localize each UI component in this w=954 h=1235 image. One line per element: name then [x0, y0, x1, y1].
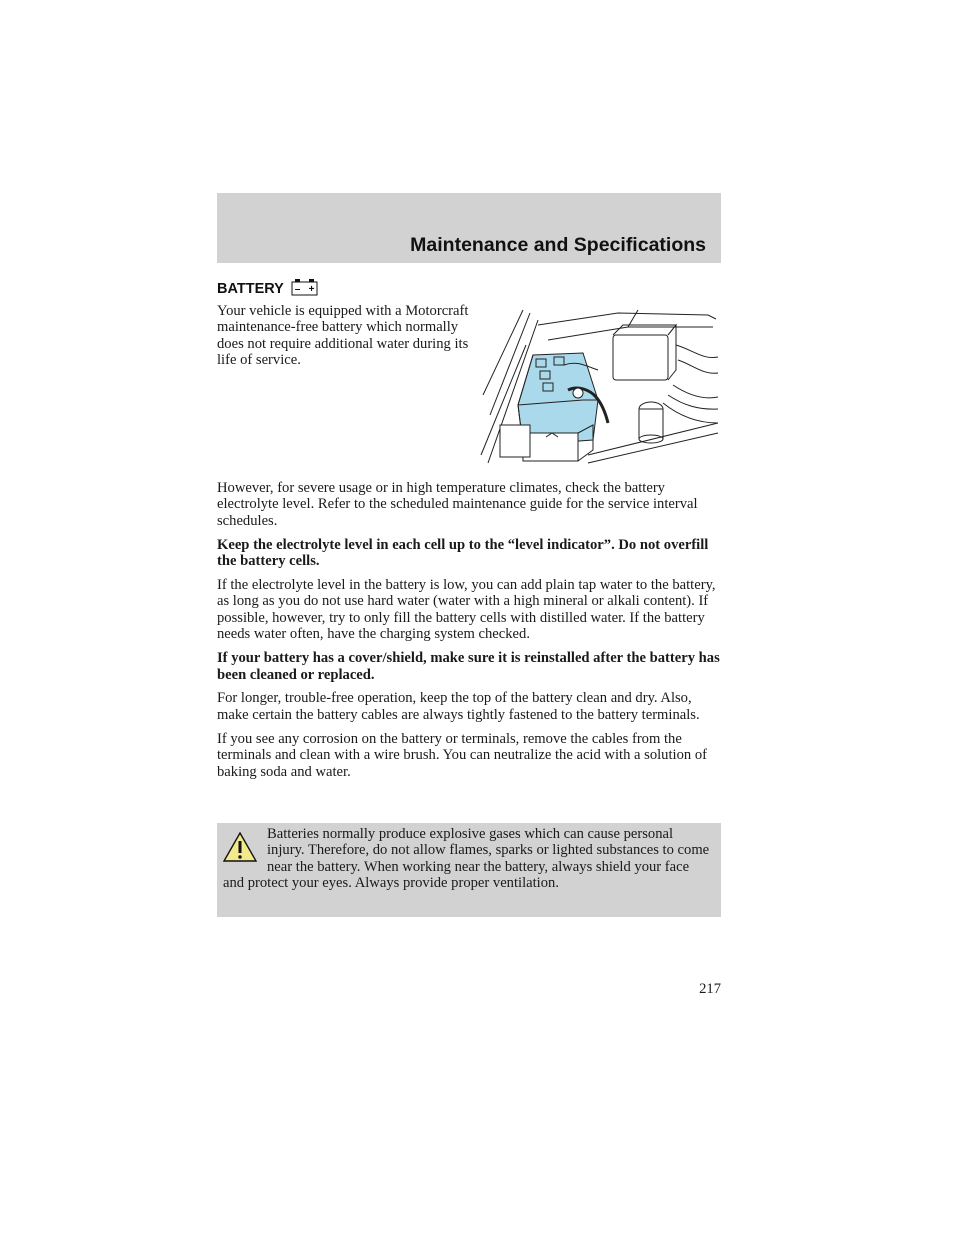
paragraph-severe-usage: However, for severe usage or in high temperature climates, check the battery electrolyte level. Refer to the scheduled maintenance guide for the service interval schedules.	[217, 480, 698, 529]
page-number: 217	[699, 981, 721, 997]
warning-triangle-icon	[223, 832, 257, 862]
section-heading	[217, 278, 318, 300]
header-band	[217, 193, 721, 263]
page-title: Maintenance and Specifications	[410, 234, 706, 256]
paragraph-cover-shield: If your battery has a cover/shield, make sure it is reinstalled after the battery has been cleaned or replaced.	[217, 650, 720, 683]
main-content	[217, 480, 721, 788]
battery-minus-sign: –	[294, 284, 301, 295]
warning-box	[217, 823, 721, 917]
battery-symbol-icon	[291, 278, 318, 300]
battery-plus-sign: +	[308, 284, 315, 295]
paragraph-corrosion: If you see any corrosion on the battery or terminals, remove the cables from the terminals and clean with a wire brush. You can neutralize the acid with a solution of baking soda and water.	[217, 730, 707, 780]
paragraph-adding-water: If the electrolyte level in the battery is low, you can add plain tap water to the battery, as long as you do not use hard water (water with a high mineral or alkali content). If possible, however, try to only fill the battery cells with distilled water. If the battery needs water often, have the charging system checked.	[217, 577, 716, 643]
warning-text: Batteries normally produce explosive gases which can cause personal injury. Therefore, do not allow flames, sparks or lighted substances to come near the battery. When working near the battery, always shield your face and protect your eyes. Always provide proper ventilation.	[223, 826, 710, 892]
paragraph-clean-terminals: For longer, trouble-free operation, keep the top of the battery clean and dry. Also, make certain the battery cables are always tightly fastened to the battery terminals.	[217, 690, 700, 723]
section-heading-label: BATTERY	[217, 281, 284, 297]
paragraph-electrolyte-warning: Keep the electrolyte level in each cell up to the “level indicator”. Do not overfill the battery cells.	[217, 536, 709, 570]
intro-paragraph: Your vehicle is equipped with a Motorcraft maintenance-free battery which normally does not require additional water during its life of service.	[217, 303, 469, 369]
engine-battery-illustration	[478, 305, 721, 467]
